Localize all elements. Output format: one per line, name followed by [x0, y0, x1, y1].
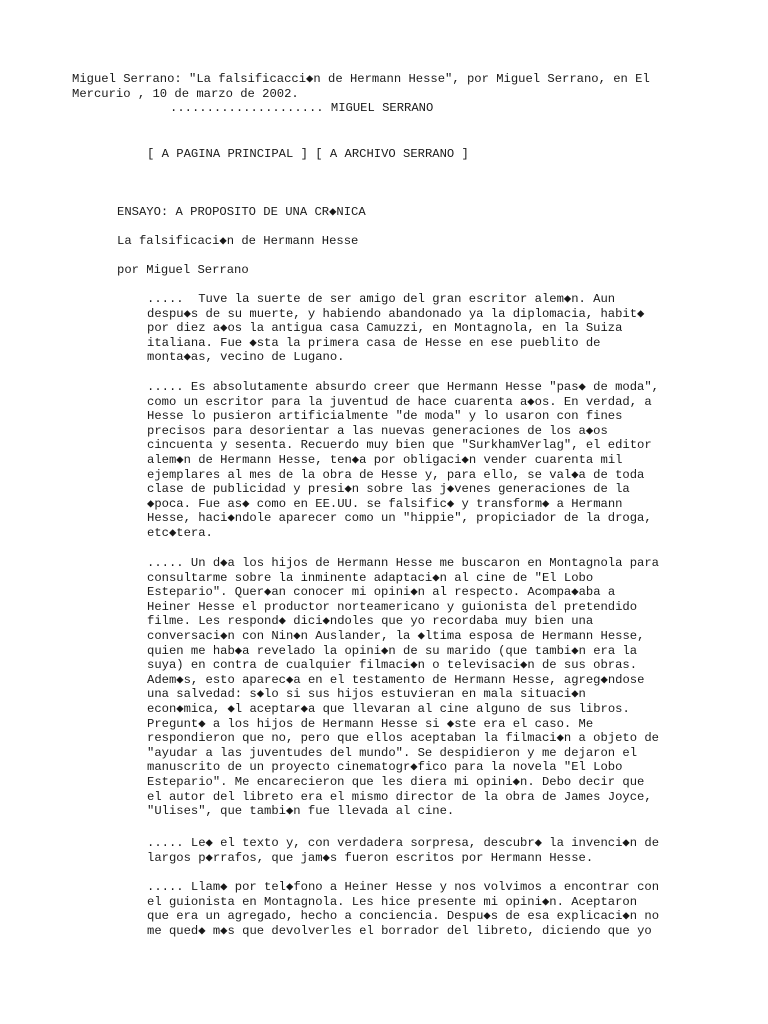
- essay-label: ENSAYO: A PROPOSITO DE UNA CR◆NICA: [117, 205, 366, 219]
- paragraph-4: ..... Le◆ el texto y, con verdadera sorpresa, descubr◆ la invenci◆n de largos p◆rrafos, que jam◆s fueron escritos por Hermann Hesse.: [147, 836, 660, 865]
- paragraph-1: ..... Tuve la suerte de ser amigo del gran escritor alem◆n. Aun despu◆s de su muerte, y habiendo abandonado ya la diplomacia, habit◆ por diez a◆os la antigua casa Camuzzi, en Montagnola, en la Suiza italiana. Fue ◆sta la primera casa de Hesse en ese pueblito de monta◆as, vecino de Lugano.: [147, 292, 645, 365]
- header-author-line: ..................... MIGUEL SERRANO: [170, 101, 434, 115]
- nav-bracket-open: [: [147, 147, 162, 161]
- navigation-links: [147, 147, 469, 162]
- link-pagina-principal[interactable]: A PAGINA PRINCIPAL: [161, 147, 294, 161]
- paragraph-5: ..... Llam◆ por tel◆fono a Heiner Hesse y nos volvimos a encontrar con el guionista en Montagnola. Les hice presente mi opini◆n. Aceptaron que era un agregado, hecho a conciencia. Despu◆s de esa explicaci◆n no me qued◆ m◆s que devolverles el borrador del libreto, diciendo que yo: [147, 880, 660, 938]
- header-citation-line-2: Mercurio , 10 de marzo de 2002.: [72, 87, 299, 101]
- link-archivo-serrano[interactable]: A ARCHIVO SERRANO: [329, 147, 455, 161]
- header-citation-line-1: Miguel Serrano: "La falsificacci◆n de Hermann Hesse", por Miguel Serrano, en El: [72, 72, 650, 86]
- paragraph-2: ..... Es absolutamente absurdo creer que Hermann Hesse "pas◆ de moda", como un escritor para la juventud de hace cuarenta a◆os. En verdad, a Hesse lo pusieron artificialmente "de moda" y lo usaron con fines precisos para desorientar a las nuevas generaciones de los a◆os cincuenta y sesenta. Recuerdo muy bien que "SurkhamVerlag", el editor alem◆n de Hermann Hesse, ten◆a por obligaci◆n vender cuarenta mil ejemplares al mes de la obra de Hesse y, para ello, se val◆a de toda clase de publicidad y presi◆n sobre las j◆venes generaciones de la ◆poca. Fue as◆ como en EE.UU. se falsific◆ y transform◆ a Hermann Hesse, haci◆ndole aparecer como un "hippie", propiciador de la droga, etc◆tera.: [147, 380, 659, 540]
- nav-bracket-separator: ] [: [293, 147, 330, 161]
- essay-title: La falsificaci◆n de Hermann Hesse: [117, 234, 359, 248]
- paragraph-3: ..... Un d◆a los hijos de Hermann Hesse me buscaron en Montagnola para consultarme sobre la inminente adaptaci◆n al cine de "El Lobo Estepario". Quer◆an conocer mi opini◆n al respecto. Acompa◆aba a Heiner Hesse el productor norteamericano y guionista del pretendido filme. Les respond◆ dici◆ndoles que yo recordaba muy bien una conversaci◆n con Nin◆n Auslander, la ◆ltima esposa de Hermann Hesse, quien me hab◆a revelado la opini◆n de su marido (que tambi◆n era la suya) en contra de cualquier filmaci◆n o televisaci◆n de sus obras. Adem◆s, esto aparec◆a en el testamento de Hermann Hesse, agreg◆ndose una salvedad: s◆lo si sus hijos estuvieran en mala situaci◆n econ◆mica, ◆l aceptar◆a que llevaran al cine alguno de sus libros. Pregunt◆ a los hijos de Hermann Hesse si ◆ste era el caso. Me respondieron que no, pero que ellos aceptaban la filmaci◆n a objeto de "ayudar a las juventudes del mundo". Se despidieron y me dejaron el manuscrito de un proyecto cinematogr◆fico para la novela "El Lobo Estepario". Me encarecieron que les diera mi opini◆n. Debo decir que el autor del libreto era el mismo director de la obra de James Joyce, "Ulises", que tambi◆n fue llevada al cine.: [147, 556, 659, 819]
- essay-byline: por Miguel Serrano: [117, 263, 249, 277]
- nav-bracket-close: ]: [454, 147, 469, 161]
